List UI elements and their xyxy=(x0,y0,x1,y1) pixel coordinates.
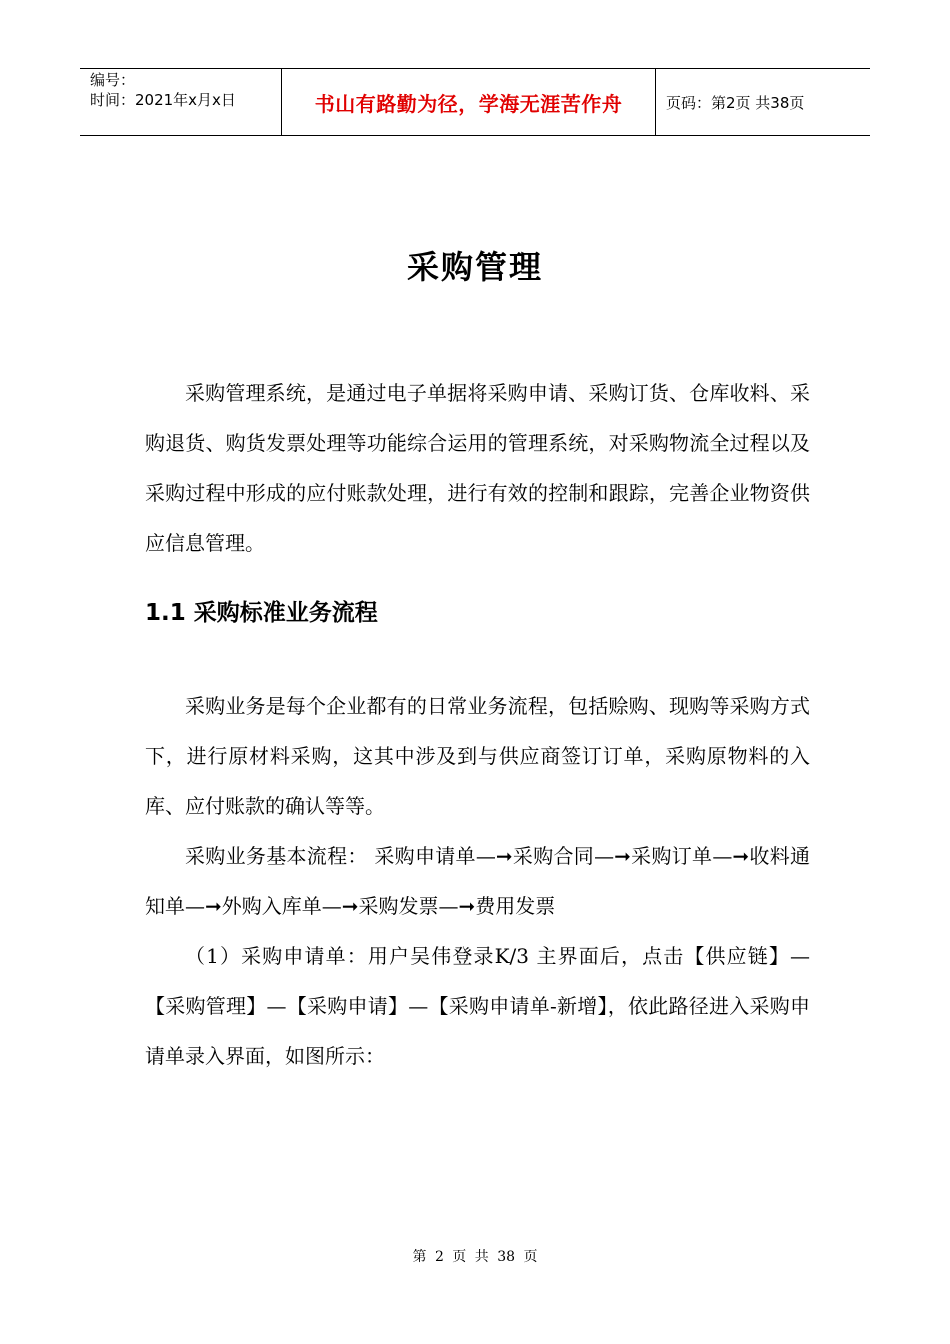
document-time-label: 时间：2021年x月x日 xyxy=(90,91,236,109)
intro-paragraph: 采购管理系统，是通过电子单据将采购申请、采购订货、仓库收料、采购退货、购货发票处理等功能综合运用的管理系统，对采购物流全过程以及采购过程中形成的应付账款处理，进行有效的控制和跟踪，完善企业物资供应信息管理。 xyxy=(145,381,810,555)
flow-paragraph: 采购业务基本流程： 采购申请单—➞采购合同—➞采购订单—➞收料通知单—➞外购入库单—➞采购发票—➞费用发票 xyxy=(145,844,810,918)
document-number-label: 编号： xyxy=(90,71,136,89)
page-header xyxy=(80,68,870,136)
section-heading: 1.1 采购标准业务流程 xyxy=(145,600,378,626)
header-motto: 书山有路勤为径，学海无涯苦作舟 xyxy=(282,69,656,135)
business-paragraph: 采购业务是每个企业都有的日常业务流程，包括赊购、现购等采购方式下，进行原材料采购，这其中涉及到与供应商签订订单，采购原物料的入库、应付账款的确认等等。 xyxy=(145,694,810,818)
step-paragraph: （1）采购申请单：用户吴伟登录K/3 主界面后，点击【供应链】—【采购管理】—【采购申请】—【采购申请单-新增】，依此路径进入采购申请单录入界面，如图所示： xyxy=(145,944,810,1068)
document-title: 采购管理 xyxy=(406,248,543,286)
header-page-info: 页码：第2页 共38页 xyxy=(666,93,805,112)
header-meta-cell xyxy=(80,69,282,135)
page-footer: 第 2 页 共 38 页 xyxy=(412,1249,538,1265)
